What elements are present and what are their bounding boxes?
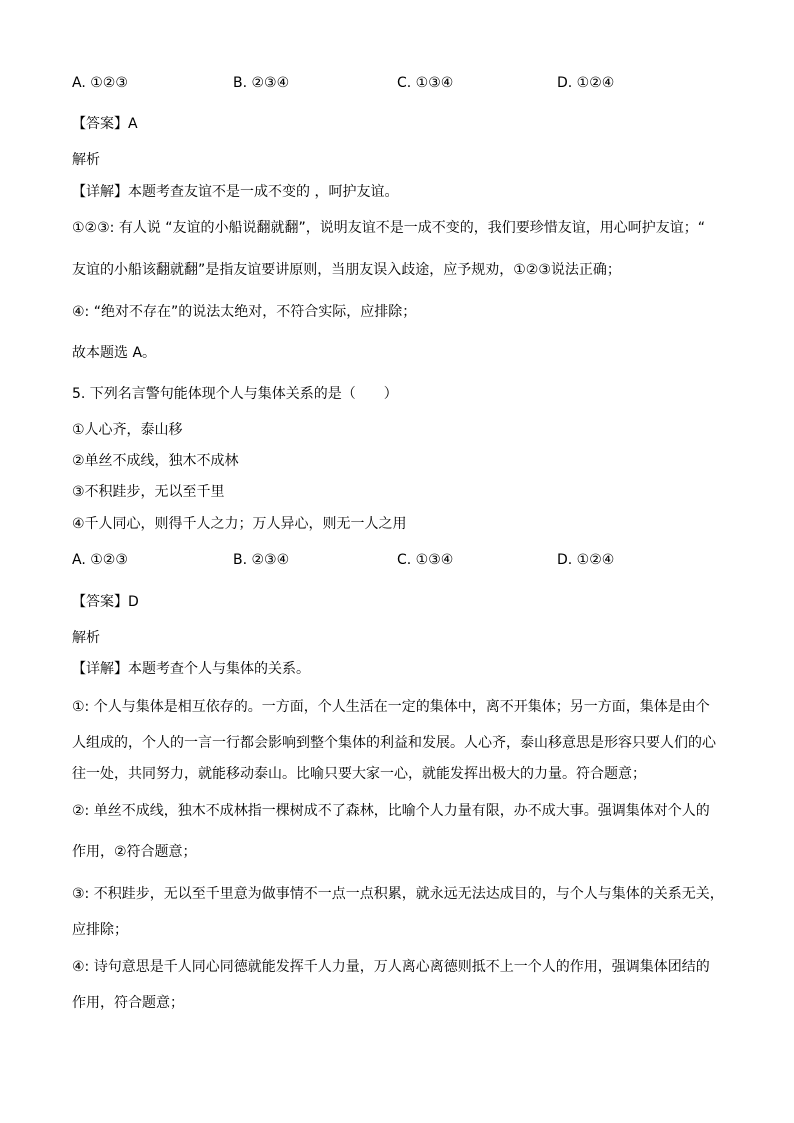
q5-answer: 【答案】D [72,594,139,610]
q5-explanation-line: 作用，②符合题意； [72,844,197,860]
q5-explanation-line: ②: 单丝不成线，独木不成林指一棵树成不了森林，比喻个人力量有限，办不成大事。强调集体对个人的 [72,803,710,819]
q4-explanation-line: ④: “绝对不存在”的说法太绝对，不符合实际，应排除； [72,304,417,320]
q5-explanation-line: ③: 不积跬步，无以至千里意为做事情不一点一点积累，就永远无法达成目的，与个人与集体的关系无关， [72,886,724,902]
q4-option-d: D. ①②④ [557,75,615,91]
q5-explanation-line: ④: 诗句意思是千人同心同德就能发挥千人力量，万人离心离德则抵不上一个人的作用，强调集体团结的 [72,959,710,975]
q4-option-c: C. ①③④ [397,75,454,91]
q5-stem: 5. 下列名言警句能体现个人与集体关系的是（ ） [72,386,398,402]
q4-answer: 【答案】A [72,116,138,132]
q4-analysis-label: 解析 [72,152,100,168]
q5-explanation-line: 应排除； [72,922,128,938]
q5-detail: 【详解】本题考查个人与集体的关系。 [72,661,310,677]
q4-option-b: B. ②③④ [233,75,290,91]
q5-analysis-label: 解析 [72,630,100,646]
q4-explanation-line: ①②③: 有人说 “友谊的小船说翻就翻”，说明友谊不是一成不变的，我们要珍惜友谊，用心呵护友谊；“ [72,220,706,236]
q5-item-2: ②单丝不成线，独木不成林 [72,453,239,469]
q4-explanation-line: 友谊的小船该翻就翻”是指友谊要讲原则，当朋友误入歧途，应予规劝，①②③说法正确； [72,262,621,278]
q4-conclusion: 故本题选 A。 [72,345,157,361]
q5-explanation-line: 作用，符合题意； [72,995,184,1011]
q5-item-1: ①人心齐，泰山移 [72,422,183,438]
q5-explanation-line: 往一处，共同努力，就能移动泰山。比喻只要大家一心，就能发挥出极大的力量。符合题意； [72,766,646,782]
q4-detail: 【详解】本题考查友谊不是一成不变的 ，呵护友谊。 [72,184,399,200]
q5-option-a: A. ①②③ [72,552,128,568]
q5-option-b: B. ②③④ [233,552,290,568]
q5-option-d: D. ①②④ [557,552,615,568]
q4-option-a: A. ①②③ [72,75,128,91]
q5-item-3: ③不积跬步，无以至千里 [72,484,225,500]
q5-item-4: ④千人同心，则得千人之力；万人异心，则无一人之用 [72,516,407,532]
q5-explanation-line: 人组成的，个人的一言一行都会影响到整个集体的利益和发展。人心齐，泰山移意思是形容只要人们的心 [72,735,716,751]
q5-option-c: C. ①③④ [397,552,454,568]
q5-explanation-line: ①: 个人与集体是相互依存的。一方面，个人生活在一定的集体中，离不开集体；另一方面，集体是由个 [72,699,710,715]
